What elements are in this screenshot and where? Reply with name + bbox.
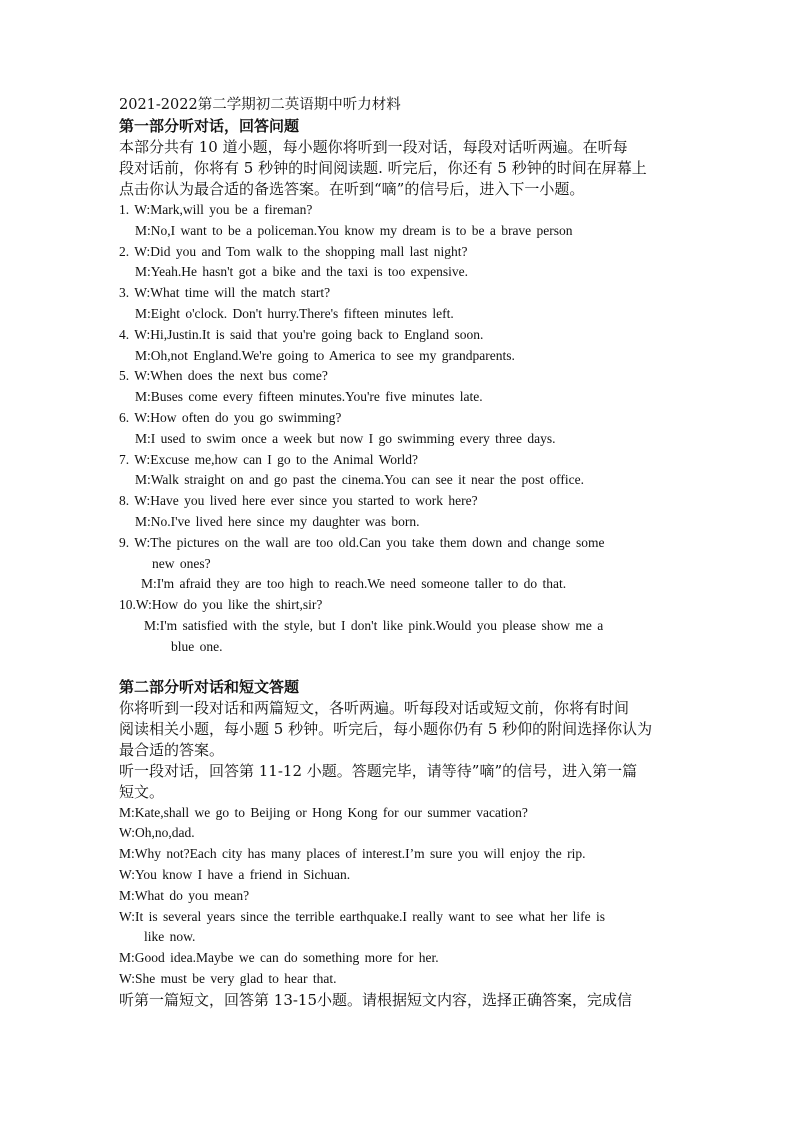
- dialogue-line: M:Kate,shall we go to Beijing or Hong Kong for our summer vacation?: [119, 804, 528, 820]
- answer-line: M:I'm afraid they are too high to reach.We need someone taller to do that.: [141, 576, 567, 592]
- question-continuation: new ones?: [152, 555, 211, 571]
- dialogue-intro-line: 短文。: [119, 782, 165, 801]
- question-line: 4. W:Hi,Justin.It is said that you're going back to England soon.: [119, 326, 484, 342]
- part2-intro-line: 阅读相关小题，每小题 5 秒钟。听完后，每小题你仍有 5 秒仰的附间选择你认为: [119, 719, 653, 738]
- dialogue-line: W:You know I have a friend in Sichuan.: [119, 866, 351, 882]
- dialogue-line: [119, 907, 679, 949]
- passage-intro: [119, 990, 679, 1011]
- dialogue-line: W:She must be very glad to hear that.: [119, 970, 337, 986]
- part2-dialogue: [119, 803, 679, 990]
- question-line: 5. W:When does the next bus come?: [119, 368, 328, 384]
- answer-line: M:No.I've lived here since my daughter was born.: [135, 513, 420, 529]
- document-title: 2021-2022第二学期初二英语期中听力材料: [119, 97, 401, 113]
- part2-heading: 第二部分听对话和短文答题: [119, 677, 300, 696]
- answer-line: M:Buses come every fifteen minutes.You're five minutes late.: [135, 389, 483, 405]
- question-text: 9. W:The pictures on the wall are too old.Can you take them down and change some: [119, 534, 605, 550]
- answer-continuation: blue one.: [171, 638, 223, 654]
- question-line: 6. W:How often do you go swimming?: [119, 409, 342, 425]
- question-line: 1. W:Mark,will you be a fireman?: [119, 202, 313, 217]
- answer-line: M:Walk straight on and go past the cinema.You can see it near the post office.: [135, 472, 584, 488]
- passage-intro-line: 听第一篇短文，回答第 13-15小题。请根据短文内容，选择正确答案，完成信: [119, 990, 633, 1009]
- question-line: 2. W:Did you and Tom walk to the shopping mall last night?: [119, 243, 468, 259]
- part2-intro-line: 最合适的答案。: [119, 740, 225, 759]
- part1-intro: [119, 137, 679, 200]
- part1-intro-line: 段对话前，你将有 5 秒钟的时间阅读题. 听完后，你还有 5 秒钟的时间在屏幕上: [119, 159, 647, 177]
- answer-line: [119, 616, 679, 658]
- answer-line: M:Eight o'clock. Don't hurry.There's fifteen minutes left.: [135, 305, 454, 321]
- dialogue-text: W:It is several years since the terrible earthquake.I really want to see what her life is: [119, 908, 606, 924]
- dialogue-continuation: like now.: [144, 929, 196, 945]
- dialogue-line: W:Oh,no,dad.: [119, 825, 195, 841]
- part1-dialogues: [119, 200, 679, 658]
- answer-line: M:Oh,not England.We're going to America to see my grandparents.: [135, 347, 515, 363]
- answer-line: M:Yeah.He hasn't got a bike and the taxi is too expensive.: [135, 264, 469, 280]
- section-gap: [119, 658, 679, 677]
- question-line: 7. W:Excuse me,how can I go to the Animal World?: [119, 451, 418, 467]
- dialogue-line: M:Good idea.Maybe we can do something more for her.: [119, 950, 439, 966]
- answer-line: M:No,I want to be a policeman.You know my dream is to be a brave person: [135, 222, 573, 238]
- part2-intro: [119, 698, 679, 761]
- dialogue-line: M:Why not?Each city has many places of interest.I’m sure you will enjoy the rip.: [119, 846, 586, 862]
- part2-intro-line: 你将听到一段对话和两篇短文，各听两遍。听每段对话或短文前，你将有时间: [119, 698, 630, 717]
- answer-line: M:I used to swim once a week but now I go swimming every three days.: [135, 430, 556, 446]
- part1-heading: 第一部分听对话，回答问题: [119, 117, 300, 135]
- question-line: [119, 533, 679, 575]
- part1-intro-line: 点击你认为最合适的备选答案。在听到“嘀”的信号后，进入下一小题。: [119, 180, 585, 198]
- question-line: 8. W:Have you lived here ever since you started to work here?: [119, 493, 478, 509]
- document-content: [119, 95, 679, 1011]
- dialogue-line: M:What do you mean?: [119, 887, 250, 903]
- question-line: 3. W:What time will the match start?: [119, 285, 331, 301]
- question-line: 10.W:How do you like the shirt,sir?: [119, 597, 323, 613]
- answer-text: M:I'm satisfied with the style, but I don't like pink.Would you please show me a: [144, 617, 604, 633]
- part1-intro-line: 本部分共有 10 道小题，每小题你将听到一段对话，每段对话听两遍。在听每: [119, 138, 628, 156]
- dialogue-intro: [119, 761, 679, 803]
- dialogue-intro-line: 听一段对话，回答第 11-12 小题。答题完毕，请等待”嘀”的信号，进入第一篇: [119, 761, 638, 780]
